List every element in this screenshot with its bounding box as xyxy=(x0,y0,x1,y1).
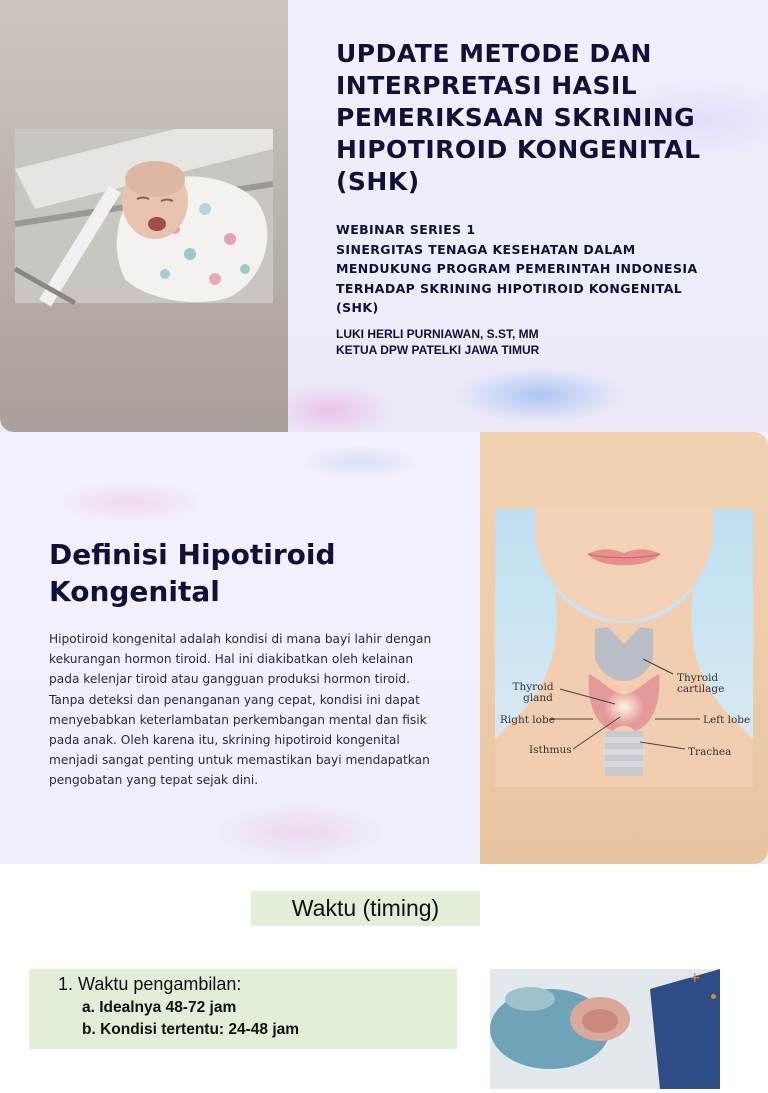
subtitle-line: TERHADAP SKRINING HIPOTIROID KONGENITAL xyxy=(336,280,683,296)
newborn-baby-photo xyxy=(15,129,273,303)
timing-item-1: 1. Waktu pengambilan: xyxy=(58,974,242,994)
definition-body: Hipotiroid kongenital adalah kondisi di mana bayi lahir dengan kekurangan hormon tiroid. Hal ini diakibatkan oleh kelainan pada kelenjar tiroid atau gangguan produksi hormon tiroid. Tanpa deteksi dan penanganan yang cepat, kondisi ini dapat menyebabkan keterlambatan perkembangan mental dan fisik pada anak. Oleh karena itu, skrining hipotiroid kongenital menjadi sangat penting untuk memastikan bayi mendapatkan pengobatan yang tepat sejak dini. xyxy=(49,632,432,788)
subtitle-line: (SHK) xyxy=(336,300,379,315)
label-right-lobe: Right lobe xyxy=(500,714,555,726)
subtitle-line: SINERGITAS TENAGA KESEHATAN DALAM xyxy=(336,241,636,257)
slide-timing xyxy=(0,864,768,1038)
label-trachea: Trachea xyxy=(688,746,732,758)
label-thyroid-cartilage: Thyroid cartilage xyxy=(677,672,725,695)
subtitle-line: WEBINAR SERIES 1 xyxy=(336,222,476,237)
author-name: LUKI HERLI PURNIAWAN, S.ST, MM xyxy=(336,327,539,341)
label-isthmus: Isthmus xyxy=(529,744,572,756)
webinar-subtitle xyxy=(336,220,736,318)
definition-title: Definisi Hipotiroid Kongenital xyxy=(49,538,336,608)
author-info xyxy=(336,327,736,358)
author-position: KETUA DPW PATELKI JAWA TIMUR xyxy=(336,342,540,357)
subtitle-line: MENDUKUNG PROGRAM PEMERINTAH INDONESIA xyxy=(336,261,698,276)
dot-decoration-icon xyxy=(711,994,716,999)
timing-item-1a: a. Idealnya 48-72 jam xyxy=(82,999,237,1016)
label-left-lobe: Left lobe xyxy=(703,714,751,726)
slide-title xyxy=(0,0,768,432)
plus-decoration-icon: + xyxy=(689,970,701,986)
thyroid-diagram xyxy=(495,509,753,787)
slide-definition xyxy=(0,432,768,864)
presentation-title: UPDATE METODE DAN INTERPRETASI HASIL PEMERIKSAAN SKRINING HIPOTIROID KONGENITAL (SHK) xyxy=(336,39,701,196)
sampling-photo xyxy=(490,969,720,1089)
timing-item-1b: b. Kondisi tertentu: 24-48 jam xyxy=(82,1021,300,1038)
timing-title: Waktu (timing) xyxy=(251,891,480,926)
label-thyroid-gland: Thyroid gland xyxy=(512,681,554,704)
